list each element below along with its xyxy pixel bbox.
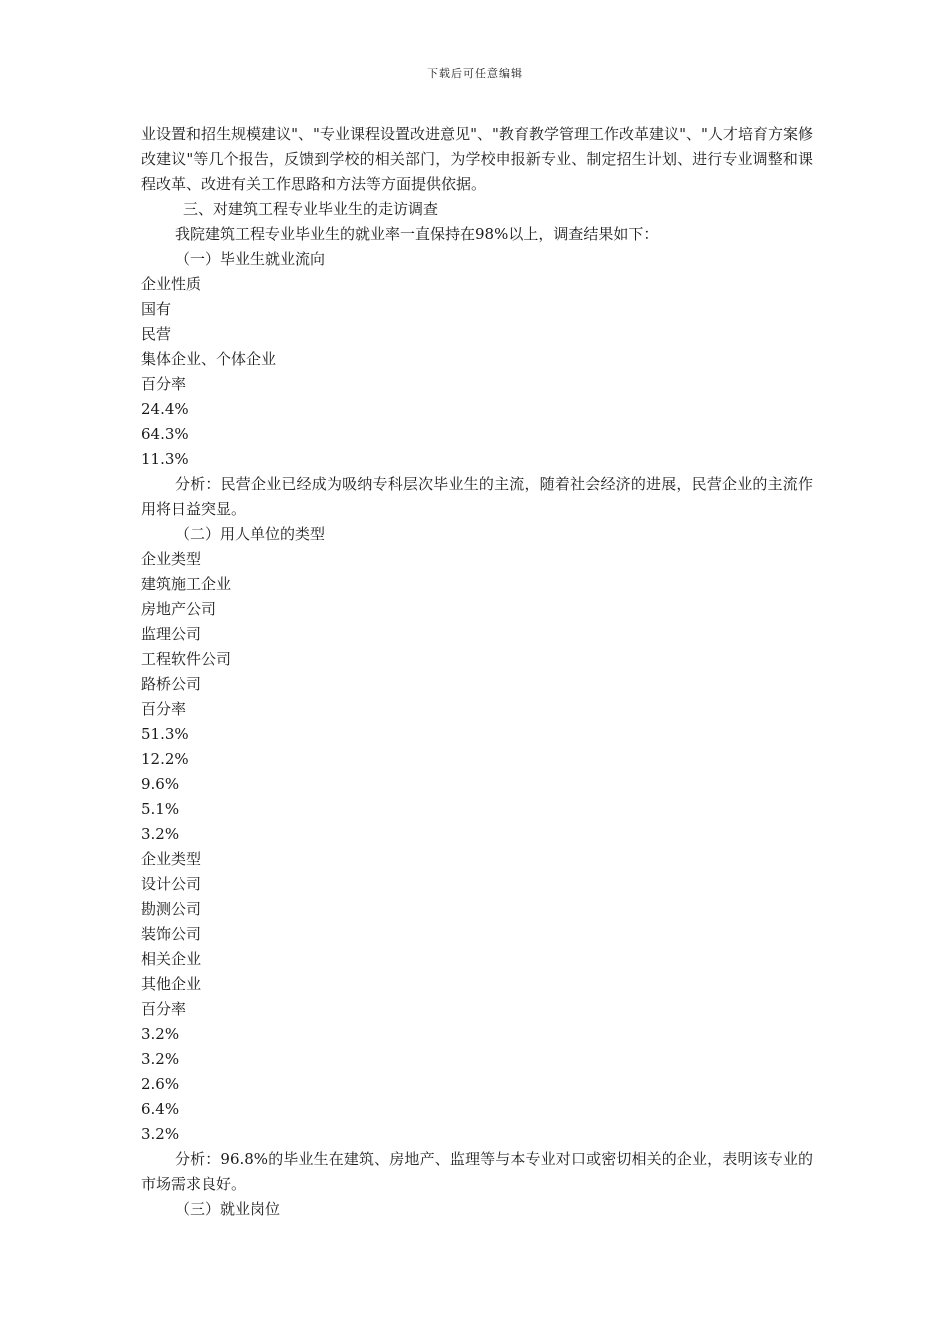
part-2-list xyxy=(141,547,813,1147)
part-2-analysis: 分析：96.8%的毕业生在建筑、房地产、监理等与本专业对口或密切相关的企业，表明该专业的市场需求良好。 xyxy=(141,1150,813,1193)
list-line: 3.2% xyxy=(141,1125,180,1143)
list-line: 5.1% xyxy=(141,800,180,818)
list-line: 11.3% xyxy=(141,450,189,468)
part-3-title: （三）就业岗位 xyxy=(175,1200,281,1218)
list-line: 其他企业 xyxy=(141,975,202,993)
list-line: 51.3% xyxy=(141,725,189,743)
list-line: 民营 xyxy=(141,325,172,343)
part-1-title: （一）毕业生就业流向 xyxy=(175,250,326,268)
document-body xyxy=(141,122,813,1222)
part-2-title: （二）用人单位的类型 xyxy=(175,525,326,543)
list-line: 相关企业 xyxy=(141,950,202,968)
list-line: 企业性质 xyxy=(141,275,202,293)
list-line: 64.3% xyxy=(141,425,189,443)
list-line: 监理公司 xyxy=(141,625,202,643)
list-line: 9.6% xyxy=(141,775,180,793)
part-1-list xyxy=(141,272,813,472)
page-header: 下载后可任意编辑 xyxy=(427,67,523,80)
list-line: 3.2% xyxy=(141,1025,180,1043)
list-line: 建筑施工企业 xyxy=(141,575,232,593)
list-line: 3.2% xyxy=(141,1050,180,1068)
list-line: 房地产公司 xyxy=(141,600,217,618)
list-line: 6.4% xyxy=(141,1100,180,1118)
intro-paragraph: 业设置和招生规模建议"、"专业课程设置改进意见"、"教育教学管理工作改革建议"、"人才培育方案修改建议"等几个报告，反馈到学校的相关部门，为学校申报新专业、制定招生计划、进行专业调整和课程改革、改进有关工作思路和方法等方面提供依据。 xyxy=(141,125,813,193)
list-line: 装饰公司 xyxy=(141,925,202,943)
part-1-analysis: 分析：民营企业已经成为吸纳专科层次毕业生的主流，随着社会经济的进展，民营企业的主流作用将日益突显。 xyxy=(141,475,813,518)
list-line: 集体企业、个体企业 xyxy=(141,350,277,368)
list-line: 路桥公司 xyxy=(141,675,202,693)
list-line: 百分率 xyxy=(141,1000,187,1018)
section-3-title: 三、对建筑工程专业毕业生的走访调查 xyxy=(183,200,439,218)
list-line: 百分率 xyxy=(141,700,187,718)
list-line: 企业类型 xyxy=(141,850,202,868)
section-3-intro: 我院建筑工程专业毕业生的就业率一直保持在98%以上，调查结果如下： xyxy=(175,225,659,243)
list-line: 企业类型 xyxy=(141,550,202,568)
list-line: 勘测公司 xyxy=(141,900,202,918)
list-line: 3.2% xyxy=(141,825,180,843)
list-line: 2.6% xyxy=(141,1075,180,1093)
list-line: 国有 xyxy=(141,300,172,318)
list-line: 设计公司 xyxy=(141,875,202,893)
list-line: 24.4% xyxy=(141,400,189,418)
list-line: 12.2% xyxy=(141,750,189,768)
list-line: 百分率 xyxy=(141,375,187,393)
list-line: 工程软件公司 xyxy=(141,650,232,668)
